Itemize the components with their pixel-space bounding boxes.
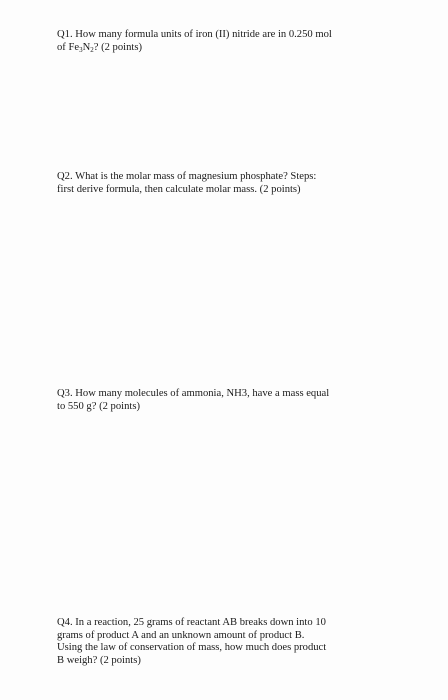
formula-subscript-n: 2 <box>90 45 94 54</box>
question-4-number: Q4. <box>57 617 73 628</box>
question-3 <box>57 388 422 413</box>
formula-subscript-fe: 3 <box>79 45 83 54</box>
question-3-text-line-1: How many molecules of ammonia, NH3, have a mass equal <box>75 388 330 399</box>
question-1-formula-n: N <box>82 41 91 53</box>
question-1 <box>57 29 422 54</box>
question-3-line-2: to 550 g? (2 points) <box>57 400 140 412</box>
question-4-line-3: Using the law of conservation of mass, how much does product <box>57 642 327 653</box>
question-4-line-2: grams of product A and an unknown amount of product B. <box>57 629 305 641</box>
question-4 <box>57 617 422 667</box>
question-3-line-1 <box>57 388 422 401</box>
question-1-number: Q1. <box>57 29 73 40</box>
question-3-number: Q3. <box>57 388 73 399</box>
question-2-text-line-1: What is the molar mass of magnesium phosphate? Steps: <box>75 171 317 182</box>
question-1-formula-prefix: of Fe <box>57 41 80 53</box>
question-1-text-line-1: How many formula units of iron (II) nitride are in 0.250 mol <box>75 29 332 40</box>
question-4-text-line-1: In a reaction, 25 grams of reactant AB breaks down into 10 <box>75 617 326 628</box>
question-4-line-1 <box>57 617 422 630</box>
question-1-points: ? (2 points) <box>93 41 142 53</box>
question-1-line-1 <box>57 29 422 42</box>
question-2 <box>57 171 422 196</box>
question-2-line-1 <box>57 171 422 184</box>
question-2-number: Q2. <box>57 171 73 182</box>
question-1-line-2 <box>57 42 422 55</box>
question-2-line-2: first derive formula, then calculate molar mass. (2 points) <box>57 183 301 195</box>
question-4-line-4: B weigh? (2 points) <box>57 654 141 666</box>
